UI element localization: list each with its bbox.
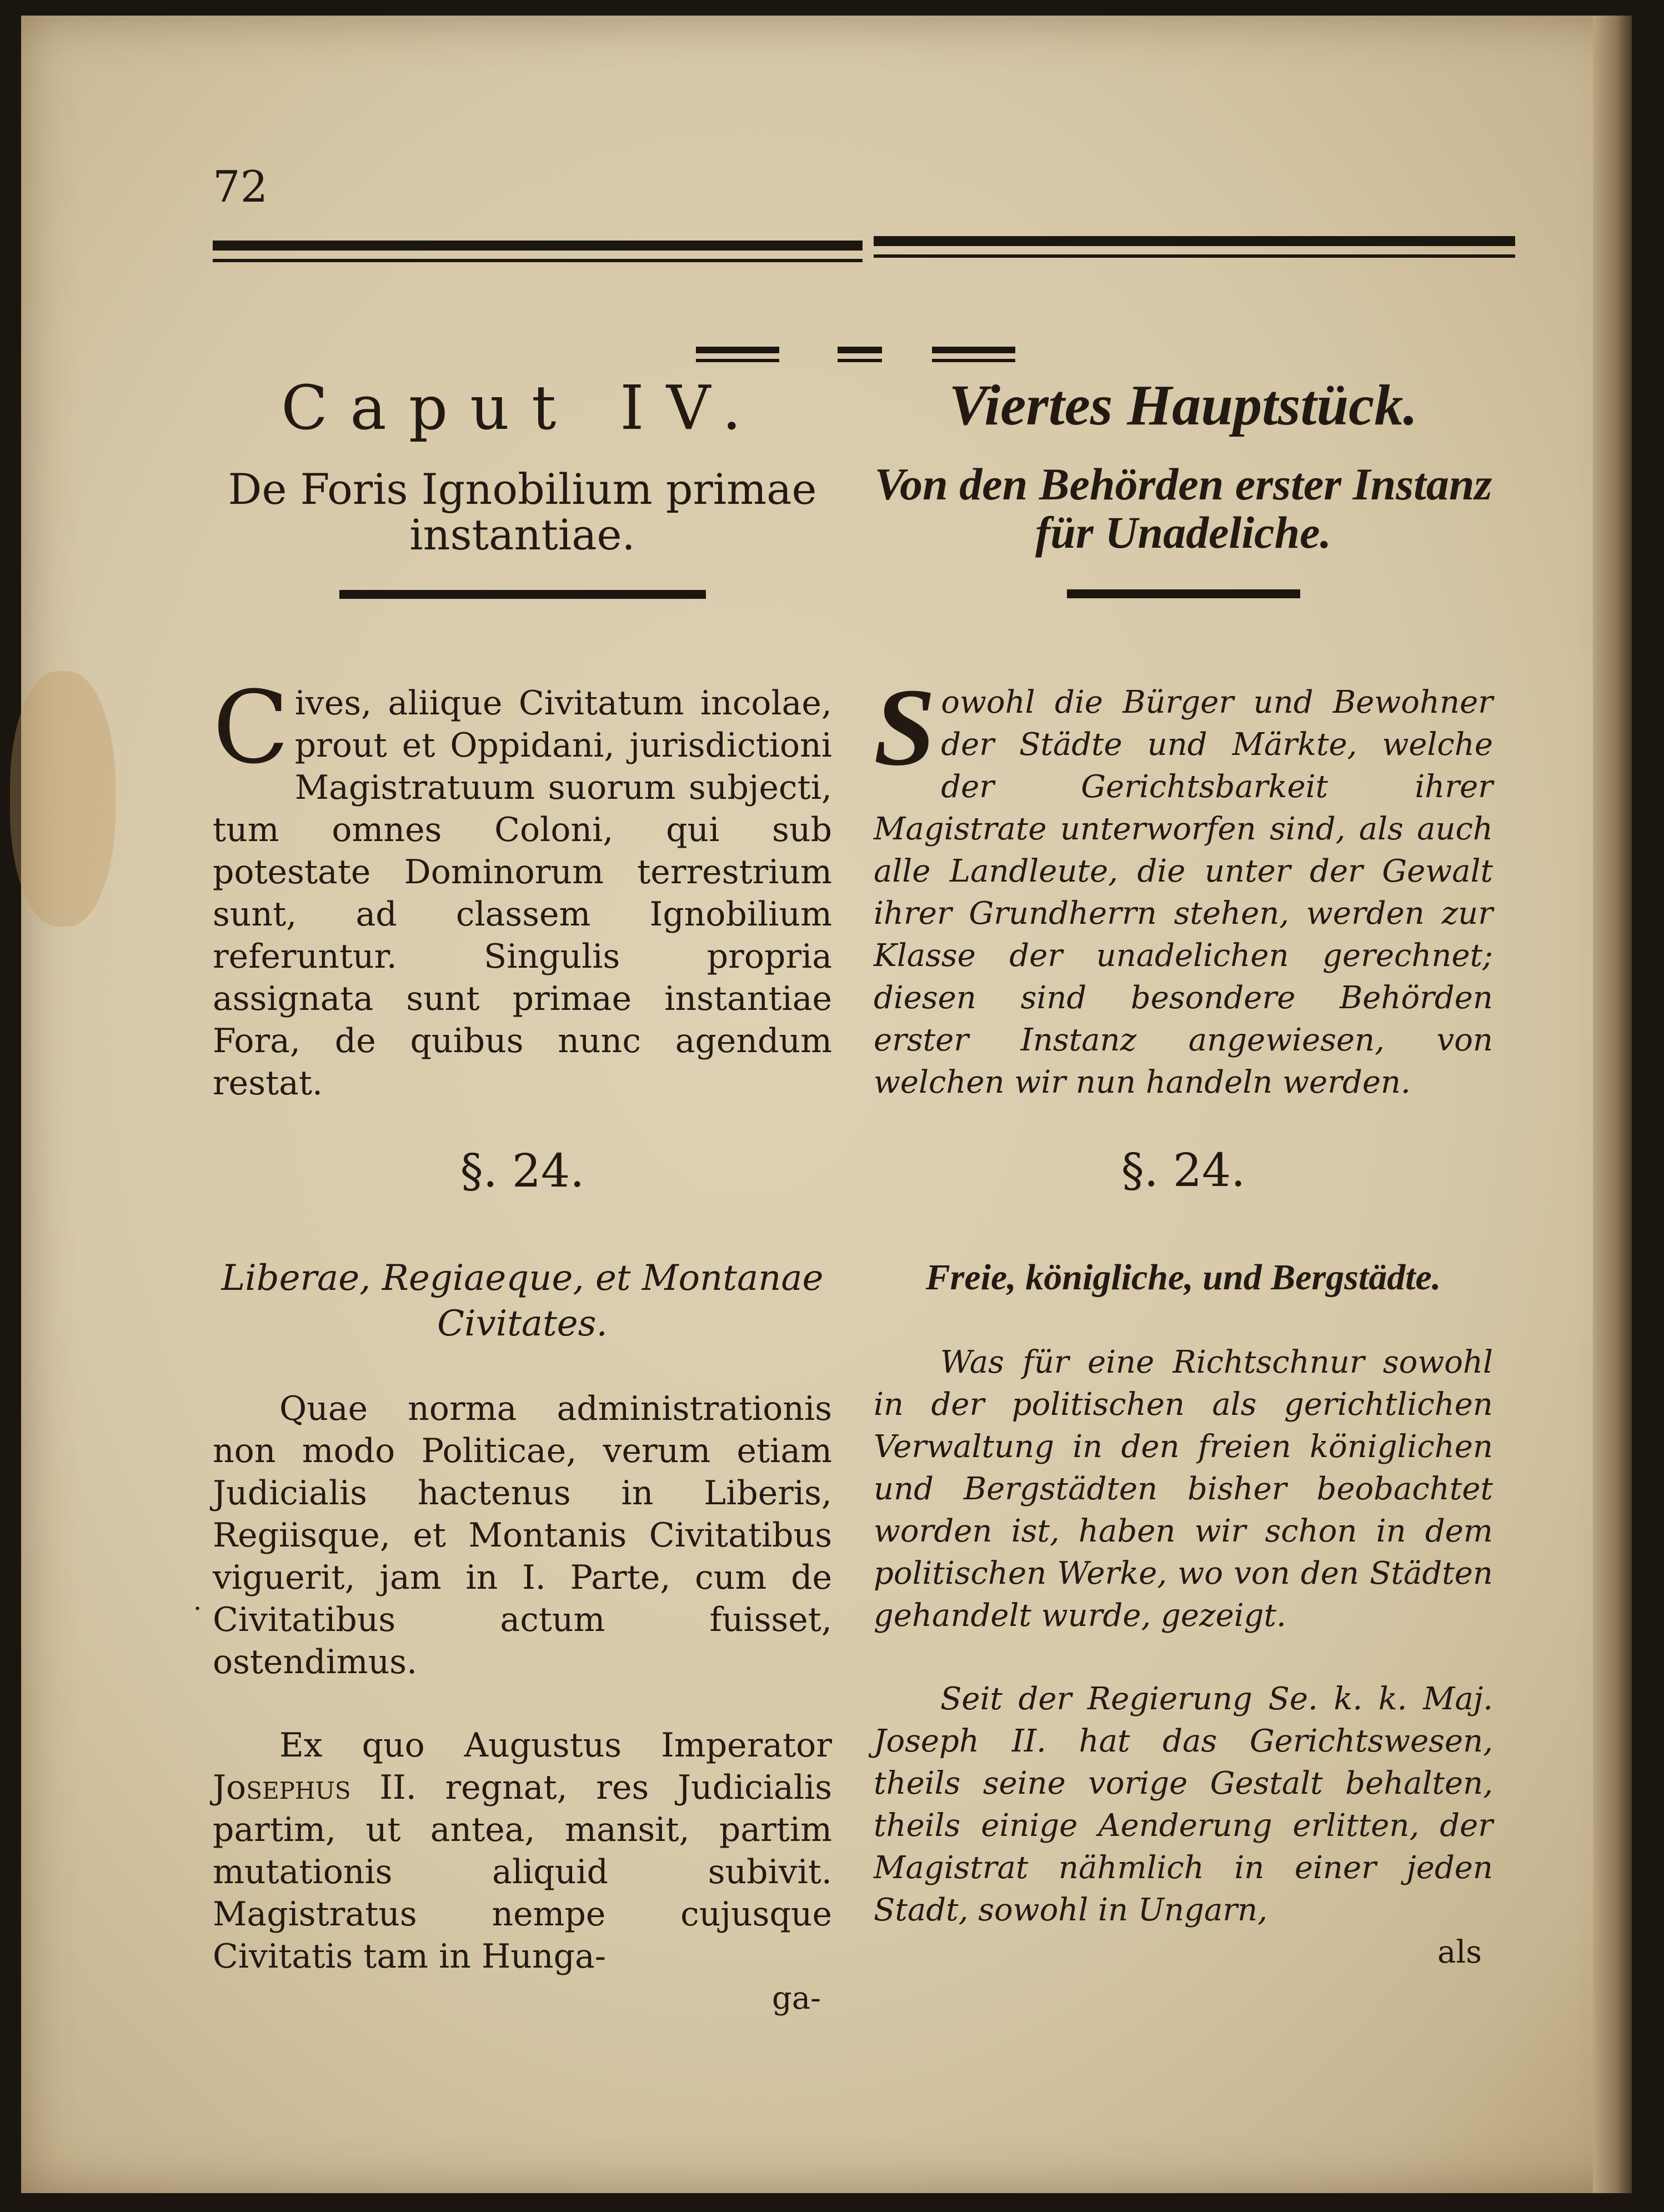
- page-edge: [1593, 16, 1632, 2193]
- title-rule-latin: [339, 590, 706, 599]
- section-mark-german: §. 24.: [1121, 1144, 1246, 1197]
- section-heading-german: Freie, königliche, und Bergstädte.: [925, 1257, 1441, 1298]
- german-column: [874, 360, 1493, 1974]
- dropcap-latin: C: [213, 670, 289, 787]
- intro-text-latin: ives, aliique Civitatum incolae, prout et Oppidani, jurisdictioni Magistratuum suorum subjecti, tum omnes Coloni, qui sub potestate Dominorum terrestrium sunt, ad classem Ignobilium referuntur. Singulis propria assignata sunt primae instantiae Fora, de quibus nunc agendum restat.: [213, 684, 832, 1103]
- catchword-german: als: [1437, 1934, 1482, 1970]
- paper-stain: [10, 671, 116, 927]
- intro-paragraph-latin: [213, 670, 832, 1104]
- catchword-latin: ga-: [771, 1980, 821, 2017]
- dropcap-german: S: [874, 665, 936, 789]
- paragraph-2-german: Seit der Regierung Se. k. k. Maj. Joseph II. hat das Gerichtswesen, theils seine vorige Gestalt behalten, theils einige Aenderung erlitten, der Magistrat nähmlich in einer jeden Stadt, sowohl in Ungarn,: [874, 1680, 1493, 1928]
- chapter-subtitle-german: Von den Behörden erster Instanz für Unadeliche.: [874, 458, 1492, 558]
- header-rule-right-thick: [874, 236, 1515, 246]
- margin-mark: ·: [193, 1593, 202, 1624]
- latin-column: [213, 360, 832, 2020]
- section-heading-latin: Liberae, Regiaeque, et Montanae Civitates.: [221, 1258, 824, 1345]
- header-rule-right-thin: [874, 254, 1515, 258]
- intro-paragraph-german: [874, 665, 1493, 1104]
- title-rule-german: [1067, 589, 1300, 598]
- chapter-subtitle-latin: De Foris Ignobilium primae instantiae.: [228, 464, 817, 560]
- intro-text-german: owohl die Bürger und Bewohner der Städte und Märkte, welche der Gerichtsbarkeit ihrer Magistrate unterworfen sind, als auch alle Landleute, die unter der Gewalt ihrer Grundherrn stehen, werden zur Klasse der unadelichen gerechnet; diesen sind besondere Behörden erster Instanz angewiesen, von welchen wir nun handeln werden.: [874, 684, 1493, 1100]
- book-page: [21, 16, 1632, 2193]
- section-mark-latin: §. 24.: [460, 1145, 585, 1198]
- page-number: 72: [213, 162, 268, 212]
- header-rule-left-thick: [213, 241, 863, 251]
- paragraph-2-latin: Ex quo Augustus Imperator Josephus II. regnat, res Judicialis partim, ut antea, mansit, partim mutationis aliquid subivit. Magistratus nempe cujusque Civitatis tam in Hunga-: [213, 1726, 832, 1976]
- chapter-title-german: Viertes Hauptstück.: [949, 373, 1418, 437]
- header-rule-left-thin: [213, 259, 863, 262]
- chapter-title-latin: Caput IV.: [281, 372, 764, 443]
- paragraph-1-latin: Quae norma administrationis non modo Politicae, verum etiam Judicialis hactenus in Liberis, Regiisque, et Montanis Civitatibus viguerit, jam in I. Parte, cum de Civitatibus actum fuisset, ostendimus.: [213, 1389, 832, 1682]
- paragraph-1-german: Was für eine Richtschnur sowohl in der politischen als gerichtlichen Verwaltung in den freien königlichen und Bergstädten bisher beobachtet worden ist, haben wir schon in dem politischen Werke, wo von den Städten gehandelt wurde, gezeigt.: [874, 1344, 1493, 1634]
